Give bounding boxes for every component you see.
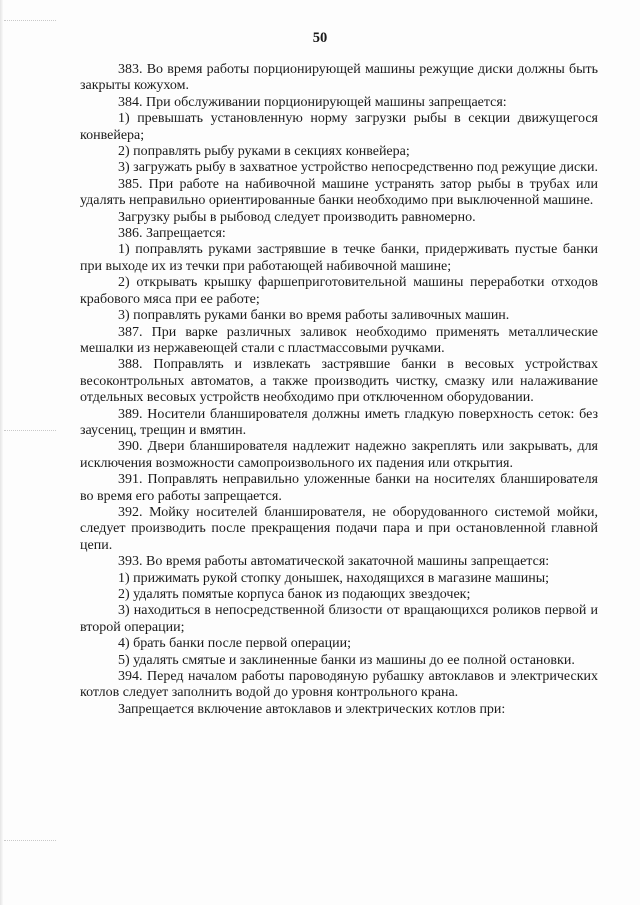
paragraph-388: 388. Поправлять и извлекать застрявшие банки в весовых устройствах весоконтрольных автоматов, а также производить чистку, смазку или налаживание отдельных весовых устройств необходимо при отключенном оборудовании.	[80, 357, 598, 406]
paragraph-384: 384. При обслуживании порционирующей машины запрещается:	[118, 94, 507, 110]
paragraph-394: 394. Перед началом работы пароводяную рубашку автоклавов и электрических котлов следует заполнить водой до уровня контрольного крана.	[80, 669, 598, 701]
paragraph-393: 393. Во время работы автоматической закаточной машины запрещается:	[118, 554, 550, 570]
paragraph: Загрузку рыбы в рыбовод следует производить равномерно.	[118, 209, 476, 225]
list-item: 2) поправлять рыбу руками в секциях конвейера;	[118, 144, 410, 160]
paragraph-392: 392. Мойку носителей бланширователя, не оборудованного системой мойки, следует производить после прекращения подачи пара и при остановленной главной цепи.	[80, 504, 598, 553]
list-item: 5) удалять смятые и заклиненные банки из машины до ее полной остановки.	[118, 652, 575, 668]
scan-artifact	[4, 840, 56, 843]
list-item: 4) брать банки после первой операции;	[118, 636, 352, 652]
scan-edge	[0, 0, 3, 905]
paragraph-391: 391. Поправлять неправильно уложенные банки на носителях бланширователя во время его работы запрещается.	[80, 472, 598, 504]
paragraph: Запрещается включение автоклавов и электрических котлов при:	[118, 701, 506, 717]
list-item: 3) поправлять руками банки во время работы заливочных машин.	[118, 308, 510, 324]
paragraph-386: 386. Запрещается:	[118, 226, 226, 242]
list-item: 3) находиться в непосредственной близости от вращающихся роликов первой и второй операции;	[80, 603, 598, 635]
paragraph-387: 387. При варке различных заливок необходимо применять металлические мешалки из нержавеющей стали с пластмассовыми ручками.	[80, 324, 598, 356]
paragraph-383: 383. Во время работы порционирующей машины режущие диски должны быть закрыты кожухом.	[80, 62, 598, 94]
paragraph-389: 389. Носители бланширователя должны иметь гладкую поверхность сеток: без заусениц, трещин и вмятин.	[80, 406, 598, 438]
scan-artifact	[4, 20, 56, 23]
document-body	[80, 62, 598, 718]
paragraph-390: 390. Двери бланширователя надлежит надежно закреплять или закрывать, для исключения возможности самопроизвольного их падения или открытия.	[80, 439, 598, 471]
list-item: 2) удалять помятые корпуса банок из подающих звездочек;	[118, 587, 471, 602]
scan-artifact	[4, 430, 56, 433]
list-item: 1) превышать установленную норму загрузки рыбы в секции движущегося конвейера;	[80, 111, 598, 143]
list-item: 1) поправлять руками застрявшие в течке банки, придерживать пустые банки при выходе их из течки при работающей набивочной машине;	[80, 242, 598, 274]
list-item: 3) загружать рыбу в захватное устройство непосредственно под режущие диски.	[118, 160, 598, 176]
list-item: 1) прижимать рукой стопку донышек, находящихся в магазине машины;	[118, 570, 550, 586]
page-number: 50	[312, 30, 328, 46]
paragraph-385: 385. При работе на набивочной машине устранять затор рыбы в трубах или удалять неправильно ориентированные банки необходимо при выключенной машине.	[80, 176, 598, 209]
list-item: 2) открывать крышку фаршеприготовительной машины переработки отходов крабового мяса при ее работе;	[80, 275, 598, 307]
